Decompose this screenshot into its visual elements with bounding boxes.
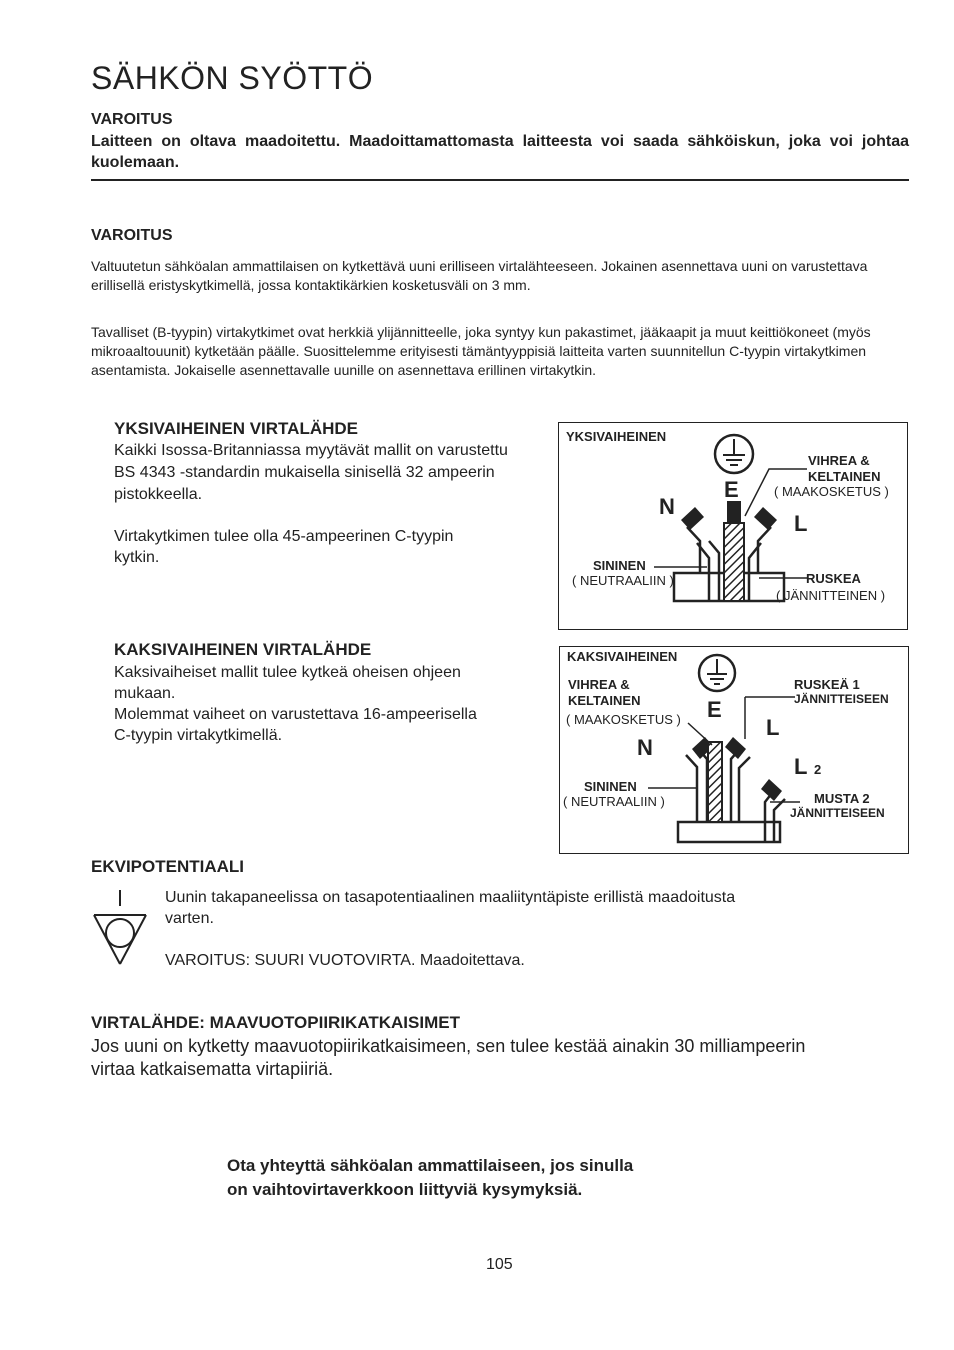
two-phase-line-4: C-tyypin virtakytkimellä. (114, 727, 283, 744)
rcd-heading: VIRTALÄHDE: MAAVUOTOPIIRIKATKAISIMET (91, 1013, 460, 1032)
live-1-label-2: JÄNNITTEISEEN (794, 692, 889, 706)
single-phase-line-2: BS 4343 -standardin mukaisella sinisellä 32 ampeerin (114, 464, 495, 481)
earth-label-3: ( MAAKOSKETUS ) (566, 712, 681, 727)
earth-terminal-label: E (724, 477, 739, 502)
earth-symbol-icon (699, 655, 735, 691)
warning-text: Laitteen on oltava maadoitettu. Maadoittamattomasta laitteesta voi saada sähköiskun, joka voi johtaa kuolemaan. (91, 133, 909, 171)
diagram-title: KAKSIVAIHEINEN (567, 649, 678, 664)
single-phase-diagram (558, 422, 908, 630)
page-number: 105 (486, 1256, 513, 1273)
single-phase-heading: YKSIVAIHEINEN VIRTALÄHDE (114, 419, 359, 438)
live-1-label-1: RUSKEÄ 1 (794, 677, 860, 692)
two-phase-line-1: Kaksivaiheiset mallit tulee kytkeä oheisen ohjeen (114, 664, 461, 681)
neutral-terminal-label: N (637, 735, 653, 760)
live-2-label-2: JÄNNITTEISEEN (790, 806, 885, 820)
single-phase-line-1: Kaikki Isossa-Britanniassa myytävät mallit on varustettu (114, 442, 508, 459)
divider (91, 179, 909, 181)
earth-wire (708, 742, 722, 822)
neutral-terminal-label: N (659, 494, 675, 519)
neutral-label-2: ( NEUTRAALIIN ) (563, 794, 665, 809)
single-phase-line-3: pistokkeella. (114, 486, 203, 503)
two-phase-line-3: Molemmat vaiheet on varustettava 16-ampeerisella (114, 706, 477, 723)
equipotential-icon (90, 888, 150, 968)
neutral-label-2: ( NEUTRAALIIN ) (572, 573, 674, 588)
earth-symbol-icon (715, 435, 753, 473)
earth-label-2: KELTAINEN (808, 469, 881, 484)
earth-terminal-label: E (707, 697, 722, 722)
live-2-wire (761, 779, 785, 842)
live-2-label-1: MUSTA 2 (814, 791, 870, 806)
page-title: SÄHKÖN SYÖTTÖ (91, 60, 374, 96)
live-label-2: ( JÄNNITTEINEN ) (776, 588, 886, 603)
earth-label-1: VIHREA & (808, 453, 870, 468)
neutral-label-1: SININEN (584, 779, 637, 794)
earth-label-2: KELTAINEN (568, 693, 641, 708)
warning-paragraph-1: Valtuutetun sähköalan ammattilaisen on kytkettävä uuni erilliseen virtalähteeseen. Jokainen asennettava uuni on varustettava erillisellä eristyskytkimellä, jossa kontaktikärkien kosketusväli on 3 mm. (91, 258, 868, 293)
rcd-line-2: virtaa katkaisematta virtapiiriä. (91, 1059, 334, 1079)
warning-label-2: VAROITUS (91, 227, 173, 244)
contact-line-2: on vaihtovirtaverkkoon liittyviä kysymyksiä. (227, 1180, 583, 1199)
neutral-wire (681, 507, 719, 601)
neutral-label-1: SININEN (593, 558, 646, 573)
contact-line-1: Ota yhteyttä sähköalan ammattilaiseen, jos sinulla (227, 1156, 634, 1175)
warning-label: VAROITUS (91, 111, 173, 128)
single-phase-line-4: Virtakytkimen tulee olla 45-ampeerinen C-tyypin (114, 528, 454, 545)
live-2-terminal-subscript: 2 (814, 762, 822, 777)
equipotential-line-2: varten. (165, 910, 214, 927)
rcd-line-1: Jos uuni on kytketty maavuotopiirikatkaisimeen, sen tulee kestää ainakin 30 milliampeerin (91, 1036, 806, 1056)
live-1-wire (725, 737, 750, 822)
equipotential-heading: EKVIPOTENTIAALI (91, 857, 245, 876)
warning-paragraph-2: Tavalliset (B-tyypin) virtakytkimet ovat herkkiä ylijännitteelle, joka syntyy kun pakastimet, jääkaapit ja muut keittiökoneet (myös mikroaaltouunit) kytketään päälle. Suosittelemme erityisesti tämäntyyppisiä laitteita varten suunnitellun C-tyypin virtakytkimen asentamista. Jokaiselle asennettavalle uunille on asennettava erillinen virtakytkin. (91, 324, 871, 378)
equipotential-warning: VAROITUS: SUURI VUOTOVIRTA. Maadoitettava. (165, 952, 525, 969)
two-phase-line-2: mukaan. (114, 685, 176, 702)
two-phase-diagram (559, 646, 909, 854)
live-terminal-label: L (794, 511, 808, 536)
diagram-title: YKSIVAIHEINEN (566, 429, 667, 444)
two-phase-heading: KAKSIVAIHEINEN VIRTALÄHDE (114, 640, 372, 659)
earth-label-1: VIHREA & (568, 677, 630, 692)
live-2-terminal-label: L (794, 754, 808, 779)
earth-label-3: ( MAAKOSKETUS ) (774, 484, 889, 499)
single-phase-line-5: kytkin. (114, 549, 160, 566)
equipotential-line-1: Uunin takapaneelissa on tasapotentiaalinen maaliityntäpiste erillistä maadoitusta (165, 889, 736, 906)
live-label-1: RUSKEA (806, 571, 861, 586)
live-1-terminal-label: L (766, 715, 780, 740)
